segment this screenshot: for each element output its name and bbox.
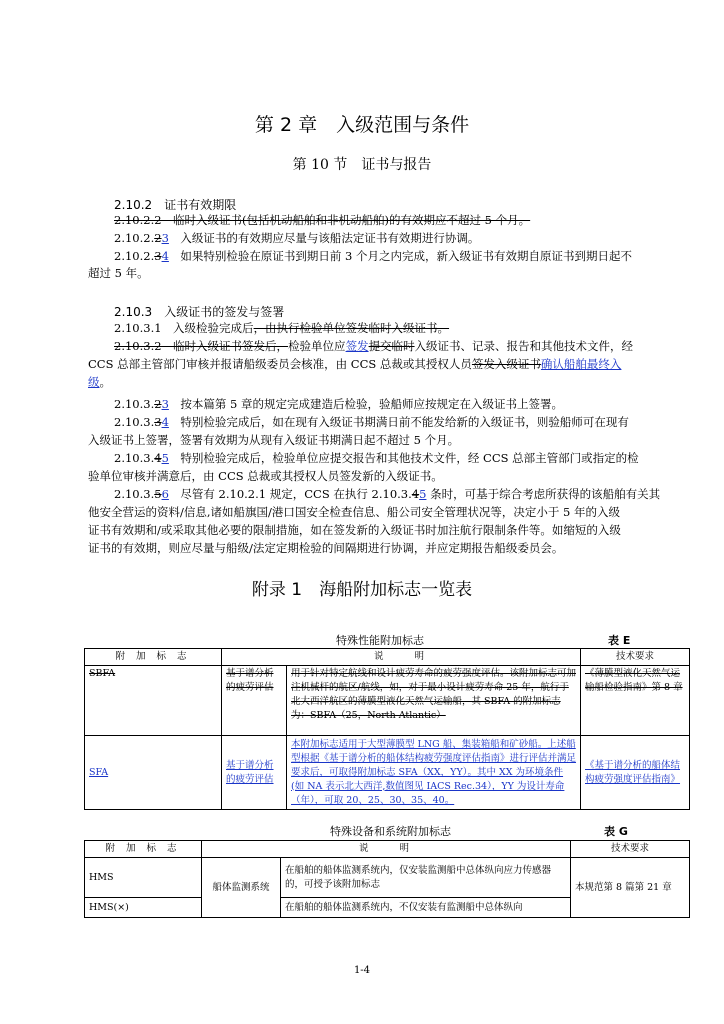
table-g-caption: 特殊设备和系统附加标志 [330, 825, 451, 838]
clause-2-10-3-3: 2.10.3.23 按本篇第 5 章的规定完成建造后检验，验船师应按规定在入级证书上签署。 [114, 397, 564, 411]
table-e-header-req: 技术要求 [581, 649, 690, 666]
clause-2-10-3-6-l4: 证书的有效期，则应尽量与船级/法定定期检验的间隔期进行协调，并应定期报告船级委员会。 [88, 541, 564, 555]
clause-2-10-2-4-cont: 超过 5 年。 [88, 266, 149, 280]
table-e-caption: 特殊性能附加标志 [336, 634, 424, 647]
table-row [85, 736, 690, 810]
table-g-r2-desc: 在船舶的船体监测系统内，不仅安装有监测船中总体纵向 [281, 898, 571, 918]
clause-2-10-3-4-cont: 入级证书上签署，签署有效期为从现有入级证书期满日起不超过 5 个月。 [88, 433, 460, 447]
table-e-header-desc: 说 明 [222, 649, 581, 666]
table-row [85, 858, 690, 898]
table-g-r1-mark: HMS [85, 858, 202, 898]
clause-2-10-2-2-deleted: 2.10.2.2 临时入级证书(包括机动船舶和非机动船舶)的有效期应不超过 5 个月。 [114, 213, 531, 227]
table-e-label: 表 E [608, 634, 631, 647]
table-e-r2-mark: SFA [89, 766, 109, 778]
clause-2-10-3-6-l3: 证书有效期和/或采取其他必要的限制措施，如在签发新的入级证书时加注航行限制条件等。如缩短的入级 [88, 523, 621, 537]
table-e-r1-name: 基于谱分析的疲劳评估 [226, 668, 274, 693]
clause-2-10-2-3: 2.10.2.23 入级证书的有效期应尽量与该船法定证书有效期进行协调。 [114, 231, 480, 245]
table-g-label: 表 G [604, 825, 628, 838]
clause-2-10-3-6: 2.10.3.56 尽管有 2.10.2.1 规定，CCS 在执行 2.10.3.45 条时，可基于综合考虑所获得的该船舶有关其 [114, 487, 661, 501]
table-g-header-req: 技术要求 [571, 841, 690, 858]
appendix-title: 附录 1 海船附加标志一览表 [251, 580, 473, 600]
clause-2-10-3-2-cont: CCS 总部主管部门审核并报请船级委员会核准，由 CCS 总裁或其授权人员签发入级证书确认船舶最终入 [88, 357, 622, 371]
clause-2-10-3-5: 2.10.3.45 特别检验完成后，检验单位应提交报告和其他技术文件，经 CCS 总部主管部门或指定的检 [114, 451, 639, 465]
table-e-header-mark: 附 加 标 志 [85, 649, 222, 666]
table-g-system: 船体监测系统 [202, 858, 281, 918]
table-g [84, 840, 690, 918]
heading-2-10-2: 2.10.2 证书有效期限 [114, 198, 237, 212]
table-e-r2-name: 基于谱分析的疲劳评估 [226, 759, 274, 785]
table-e-r2-req: 《基于谱分析的船体结构疲劳强度评估指南》 [585, 759, 681, 785]
clause-2-10-3-2: 2.10.3.2 临时入级证书签发后，检验单位应签发提交临时入级证书、记录、报告和其他技术文件，经 [114, 339, 634, 353]
table-g-r2-mark: HMS(×) [85, 898, 202, 918]
table-e-r2-desc: 本附加标志适用于大型薄膜型 LNG 船、集装箱船和矿砂船。上述船型根据《基于谱分析的船体结构疲劳强度评估指南》进行评估并满足要求后，可取得附加标志 SFA（XX，YY）。其中 XX 为环境条件(如 NA 表示北大西洋,数值图见 IACS Rec.34），YY 为设计寿命（年），可取 20、25、30、35、40。 [291, 738, 577, 806]
table-g-req: 本规范第 8 篇第 21 章 [571, 858, 690, 918]
table-e-r1-mark: SBFA [89, 668, 116, 679]
page-number: 1-4 [353, 965, 371, 976]
clause-2-10-3-5-cont: 验单位审核并满意后，由 CCS 总裁或其授权人员签发新的入级证书。 [88, 469, 443, 483]
clause-2-10-3-6-l2: 他安全营运的资料/信息,诸如船旗国/港口国安全检查信息、船公司安全管理状况等，决定小于 5 年的入级 [88, 505, 621, 519]
table-row [85, 666, 690, 736]
chapter-title: 第 2 章 入级范围与条件 [254, 114, 470, 136]
table-e-r1-req: 《薄膜型液化天然气运输船检验指南》第 8 章 [585, 668, 683, 693]
table-g-r1-desc: 在船舶的船体监测系统内，仅安装监测船中总体纵向应力传感器的，可授予该附加标志 [281, 858, 571, 898]
table-e-r1-desc: 用于针对特定航线和设计疲劳寿命的疲劳强度评估。该附加标志可加注机械杆的航区/航线，如，对于最小设计疲劳寿命 25 年，航行于北大西洋航区的薄膜型液化天然气运输船，其 SBFA 的附加标志为：SBFA（25，North Atlantic） [291, 668, 577, 721]
table-e [84, 648, 690, 810]
clause-2-10-3-1: 2.10.3.1 入级检验完成后，由执行检验单位签发临时入级证书。 [114, 321, 450, 335]
clause-2-10-2-4: 2.10.2.34 如果特别检验在原证书到期日前 3 个月之内完成，新入级证书有效期自原证书到期日起不 [114, 249, 633, 263]
clause-2-10-3-2-end: 级。 [88, 375, 111, 389]
section-title: 第 10 节 证书与报告 [292, 157, 432, 173]
table-g-header-mark: 附 加 标 志 [85, 841, 202, 858]
clause-2-10-3-4: 2.10.3.34 特别检验完成后，如在现有入级证书期满日前不能发给新的入级证书，则验船师可在现有 [114, 415, 629, 429]
heading-2-10-3: 2.10.3 入级证书的签发与签署 [114, 305, 285, 319]
table-g-header-desc: 说 明 [202, 841, 571, 858]
